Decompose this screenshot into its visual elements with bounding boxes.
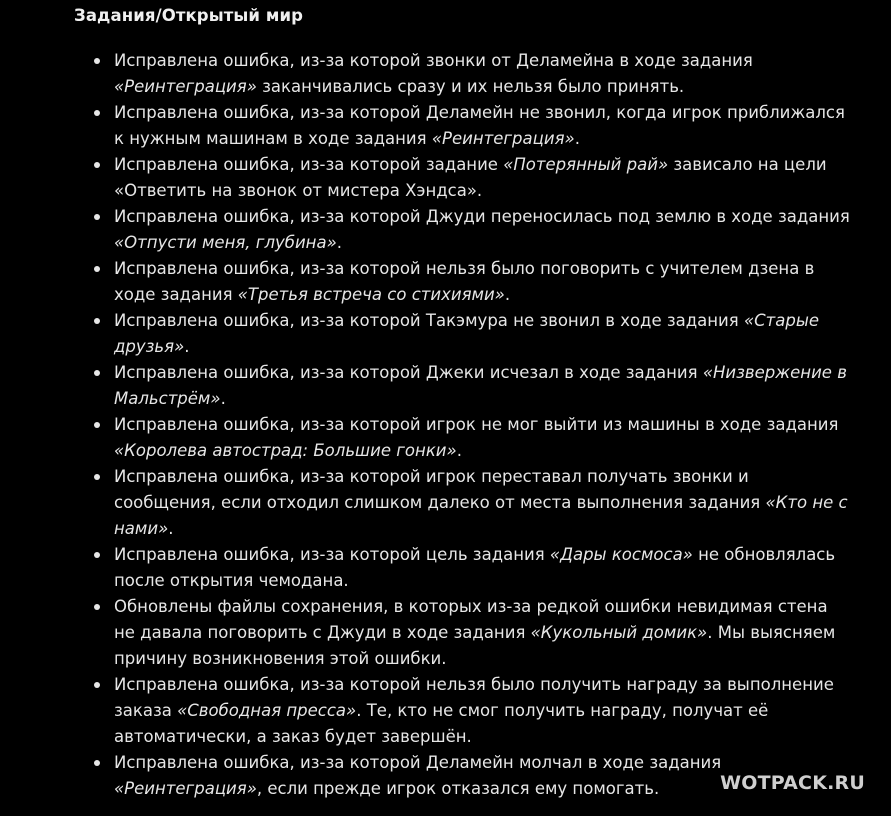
item-text: .	[504, 285, 511, 304]
quest-name: «Реинтеграция»	[114, 779, 257, 798]
item-text: .	[336, 233, 342, 252]
list-item	[92, 256, 852, 308]
list-item	[92, 594, 852, 672]
item-text: , если прежде игрок отказался ему помогать.	[256, 779, 660, 798]
item-text: .	[168, 519, 174, 538]
item-text: Исправлена ошибка, из-за которой Деламейн не звонил, когда игрок приближался к нужным машинам в ходе задания	[114, 103, 845, 148]
bullet-icon	[94, 604, 100, 610]
item-text: Исправлена ошибка, из-за которой Деламейн молчал в ходе задания	[114, 753, 722, 772]
quest-name: «Кто не с нами»	[114, 493, 848, 538]
site-watermark: WOTPACK.RU	[720, 772, 865, 794]
list-item	[92, 100, 852, 152]
bullet-icon	[94, 760, 100, 766]
quest-name: «Реинтеграция»	[114, 77, 257, 96]
item-text: Исправлена ошибка, из-за которой игрок не мог выйти из машины в ходе задания	[114, 415, 839, 434]
changelog-list	[92, 48, 852, 802]
bullet-icon	[94, 474, 100, 480]
quest-name: «Отпусти меня, глубина»	[114, 233, 337, 252]
item-text: зависало на цели «Ответить на звонок от мистера Хэндса».	[114, 155, 827, 200]
list-item	[92, 360, 852, 412]
item-text: Исправлена ошибка, из-за которой Джуди переносилась под землю в ходе задания	[114, 207, 850, 226]
quest-name: «Старые друзья»	[114, 311, 820, 356]
bullet-icon	[94, 110, 100, 116]
bullet-icon	[94, 162, 100, 168]
item-text: .	[574, 129, 580, 148]
list-item	[92, 672, 852, 750]
quest-name: «Третья встреча со стихиями»	[237, 285, 505, 304]
bullet-icon	[94, 214, 100, 220]
item-text: Исправлена ошибка, из-за которой игрок переставал получать звонки и сообщения, если отходил слишком далеко от места выполнения задания	[114, 467, 766, 512]
quest-name: «Свободная пресса»	[177, 701, 357, 720]
item-text: . Мы выясняем причину возникновения этой ошибки.	[114, 623, 836, 668]
item-text: Обновлены файлы сохранения, в которых из-за редкой ошибки невидимая стена не давала поговорить с Джуди в ходе задания	[114, 597, 828, 642]
item-text: не обновлялась после открытия чемодана.	[114, 545, 836, 590]
item-text: . Те, кто не смог получить награду, получат её автоматически, а заказ будет завершён.	[114, 701, 769, 746]
list-item	[92, 204, 852, 256]
quest-name: «Кукольный домик»	[530, 623, 708, 642]
quest-name: «Низвержение в Мальстрём»	[114, 363, 847, 408]
quest-name: «Потерянный рай»	[503, 155, 669, 174]
quest-name: «Королева автострад: Большие гонки»	[114, 441, 457, 460]
bullet-icon	[94, 266, 100, 272]
section-heading: Задания/Открытый мир	[74, 6, 304, 25]
item-text: Исправлена ошибка, из-за которой нельзя было получить награду за выполнение заказа	[114, 675, 834, 720]
list-item	[92, 48, 852, 100]
item-text: Исправлена ошибка, из-за которой цель задания	[114, 545, 550, 564]
list-item	[92, 412, 852, 464]
item-text: Исправлена ошибка, из-за которой Такэмура не звонил в ходе задания	[114, 311, 744, 330]
item-text: Исправлена ошибка, из-за которой Джеки исчезал в ходе задания	[114, 363, 703, 382]
item-text: Исправлена ошибка, из-за которой звонки от Деламейна в ходе задания	[114, 51, 753, 70]
list-item	[92, 542, 852, 594]
bullet-icon	[94, 422, 100, 428]
item-text: заканчивались сразу и их нельзя было принять.	[256, 77, 685, 96]
item-text: .	[220, 389, 226, 408]
item-text: Исправлена ошибка, из-за которой задание	[114, 155, 504, 174]
item-text: .	[184, 337, 190, 356]
bullet-icon	[94, 58, 100, 64]
bullet-icon	[94, 552, 100, 558]
list-item	[92, 152, 852, 204]
quest-name: «Реинтеграция»	[431, 129, 575, 148]
item-text: Исправлена ошибка, из-за которой нельзя было поговорить с учителем дзена в ходе задания	[114, 259, 815, 304]
item-text: .	[456, 441, 462, 460]
list-item	[92, 308, 852, 360]
bullet-icon	[94, 682, 100, 688]
bullet-icon	[94, 370, 100, 376]
quest-name: «Дары космоса»	[549, 545, 693, 564]
bullet-icon	[94, 318, 100, 324]
list-item	[92, 464, 852, 542]
